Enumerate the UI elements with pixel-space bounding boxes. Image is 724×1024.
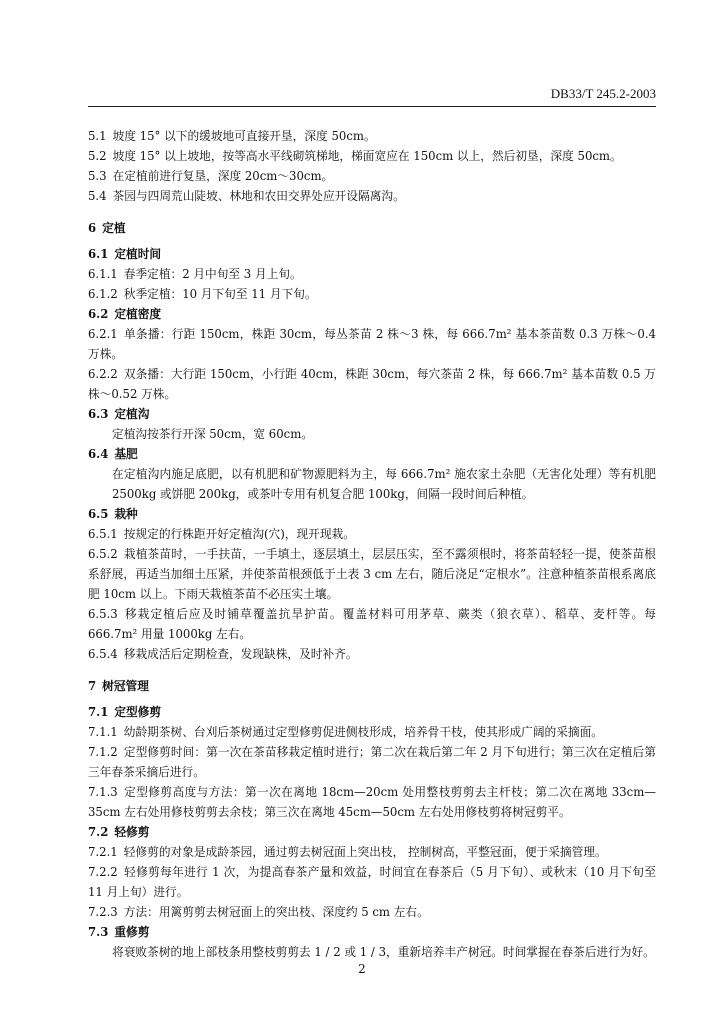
paragraph <box>88 942 656 962</box>
clause-number: 5.2 <box>88 149 107 163</box>
clause-item <box>88 146 656 166</box>
clause-number: 7.1 <box>88 705 109 719</box>
subsection-heading <box>88 504 656 524</box>
clause-text: 移栽定植后应及时铺草覆盖抗旱护苗。覆盖材料可用茅草、蕨类（狼衣草）、稻草、麦杆等。每 666.7m² 用量 1000kg 左右。 <box>88 607 656 641</box>
clause-number: 7.2 <box>88 825 109 839</box>
subsection-heading <box>88 702 656 722</box>
clause-item <box>88 544 656 604</box>
clause-item <box>88 166 656 186</box>
clause-number: 7.3 <box>88 925 109 939</box>
clause-number: 6.1.2 <box>88 287 118 301</box>
clause-text: 双条播：大行距 150cm，小行距 40cm，株距 30cm，每穴茶苗 2 株，每 666.7m² 基本苗数 0.5 万株～0.52 万株。 <box>88 367 656 401</box>
clause-number: 7.1.3 <box>88 785 118 799</box>
clause-text: 树冠管理 <box>102 679 149 693</box>
subsection-heading <box>88 444 656 464</box>
clause-number: 6.2 <box>88 307 109 321</box>
clause-item <box>88 264 656 284</box>
clause-text: 定植沟按茶行开深 50cm，宽 60cm。 <box>112 427 313 441</box>
clause-text: 幼龄期茶树、台刈后茶树通过定型修剪促进侧枝形成，培养骨干枝，使其形成广阔的采摘面。 <box>123 725 603 739</box>
subsection-heading <box>88 922 656 942</box>
clause-text: 定植时间 <box>114 247 162 261</box>
clause-number: 6.5.4 <box>88 647 118 661</box>
clause-item <box>88 782 656 822</box>
clause-text: 春季定植：2 月中旬至 3 月上旬。 <box>123 267 302 281</box>
clause-text: 方法：用篱剪剪去树冠面上的突出枝、深度约 5 cm 左右。 <box>123 905 429 919</box>
section-heading <box>88 676 656 696</box>
clause-item <box>88 722 656 742</box>
clause-number: 6.4 <box>88 447 109 461</box>
page-number: 2 <box>358 962 366 976</box>
clause-text: 轻修剪 <box>114 825 150 839</box>
clause-text: 定型修剪 <box>114 705 162 719</box>
subsection-heading <box>88 404 656 424</box>
document-code: DB33/T 245.2-2003 <box>550 86 656 101</box>
clause-number: 6.5.3 <box>88 607 118 621</box>
clause-number: 5.4 <box>88 189 107 203</box>
clause-text: 茶园与四周荒山陡坡、林地和农田交界处应开设隔离沟。 <box>112 189 405 203</box>
clause-number: 6 <box>88 221 97 235</box>
paragraph <box>88 424 656 444</box>
clause-item <box>88 524 656 544</box>
clause-text: 栽植茶苗时，一手扶苗，一手填土，逐层填土，层层压实，至不露须根时，将茶苗轻轻一提，使茶苗根系舒展，再适当加细土压紧，并使茶苗根颈低于土表 3 cm 左右，随后浇足“定根水”。注意种植茶苗根系离底肥 10cm 以上。下雨天栽植茶苗不必压实土壤。 <box>88 547 656 601</box>
clause-item <box>88 186 656 206</box>
clause-text: 将衰败茶树的地上部枝条用整枝剪剪去 1 / 2 或 1 / 3，重新培养丰产树冠。时间掌握在春茶后进行为好。 <box>112 945 655 959</box>
clause-number: 5.3 <box>88 169 107 183</box>
clause-number: 7.2.3 <box>88 905 118 919</box>
clause-text: 按规定的行株距开好定植沟(穴)，现开现栽。 <box>123 527 355 541</box>
clause-text: 秋季定植：10 月下旬至 11 月下旬。 <box>123 287 317 301</box>
clause-item <box>88 862 656 902</box>
clause-text: 重修剪 <box>114 925 150 939</box>
clause-text: 在定植沟内施足底肥，以有机肥和矿物源肥料为主，每 666.7m² 施农家土杂肥（无害化处理）等有机肥 2500kg 或饼肥 200kg，或茶叶专用有机复合肥 100kg，间隔一段时间后种植。 <box>112 467 656 501</box>
clause-item <box>88 284 656 304</box>
clause-text: 轻修剪每年进行 1 次，为提高春茶产量和效益，时间宜在春茶后（5 月下旬）、或秋末（10 月下旬至 11 月上旬）进行。 <box>88 865 656 899</box>
clause-text: 基肥 <box>114 447 138 461</box>
clause-text: 定型修剪高度与方法：第一次在离地 18cm—20cm 处用整枝剪剪去主杆枝；第二次在离地 33cm—35cm 左右处用修枝剪剪去余枝；第三次在离地 45cm—50cm 左右处用修枝剪将树冠剪平。 <box>88 785 656 819</box>
clause-number: 7.1.1 <box>88 725 118 739</box>
clause-text: 单条播：行距 150cm，株距 30cm，每丛茶苗 2 株～3 株，每 666.7m² 基本茶苗数 0.3 万株～0.4 万株。 <box>88 327 656 361</box>
subsection-heading <box>88 244 656 264</box>
clause-text: 定植沟 <box>114 407 150 421</box>
clause-item <box>88 324 656 364</box>
clause-item <box>88 364 656 404</box>
subsection-heading <box>88 304 656 324</box>
header-rule <box>88 106 656 107</box>
clause-number: 6.3 <box>88 407 109 421</box>
clause-number: 6.2.1 <box>88 327 118 341</box>
clause-item <box>88 644 656 664</box>
clause-text: 定型修剪时间：第一次在茶苗移栽定植时进行；第二次在栽后第二年 2 月下旬进行；第三次在定植后第三年春茶采摘后进行。 <box>88 745 656 779</box>
clause-item <box>88 902 656 922</box>
clause-number: 7.2.1 <box>88 845 118 859</box>
clause-item <box>88 604 656 644</box>
clause-text: 移栽成活后定期检查，发现缺株，及时补齐。 <box>123 647 358 661</box>
section-heading <box>88 218 656 238</box>
clause-number: 7.1.2 <box>88 745 118 759</box>
clause-text: 定植 <box>102 221 126 235</box>
subsection-heading <box>88 822 656 842</box>
clause-number: 6.5.1 <box>88 527 118 541</box>
clause-number: 6.5 <box>88 507 109 521</box>
clause-number: 6.2.2 <box>88 367 118 381</box>
clause-item <box>88 842 656 862</box>
clause-item <box>88 126 656 146</box>
clause-number: 7.2.2 <box>88 865 118 879</box>
clause-text: 定植密度 <box>114 307 162 321</box>
clause-text: 坡度 15° 以下的缓坡地可直接开垦，深度 50cm。 <box>112 129 376 143</box>
clause-text: 栽种 <box>114 507 138 521</box>
clause-number: 6.1 <box>88 247 109 261</box>
clause-number: 6.5.2 <box>88 547 118 561</box>
clause-item <box>88 742 656 782</box>
clause-text: 坡度 15° 以上坡地，按等高水平线砌筑梯地，梯面宽应在 150cm 以上，然后初垦，深度 50cm。 <box>112 149 622 163</box>
clause-number: 5.1 <box>88 129 107 143</box>
paragraph <box>88 464 656 504</box>
clause-text: 轻修剪的对象是成龄茶园，通过剪去树冠面上突出枝， 控制树高，平整冠面，便于采摘管理。 <box>123 845 607 859</box>
document-body <box>88 126 656 962</box>
clause-number: 6.1.1 <box>88 267 118 281</box>
clause-text: 在定植前进行复垦，深度 20cm～30cm。 <box>112 169 334 183</box>
clause-number: 7 <box>88 679 97 693</box>
